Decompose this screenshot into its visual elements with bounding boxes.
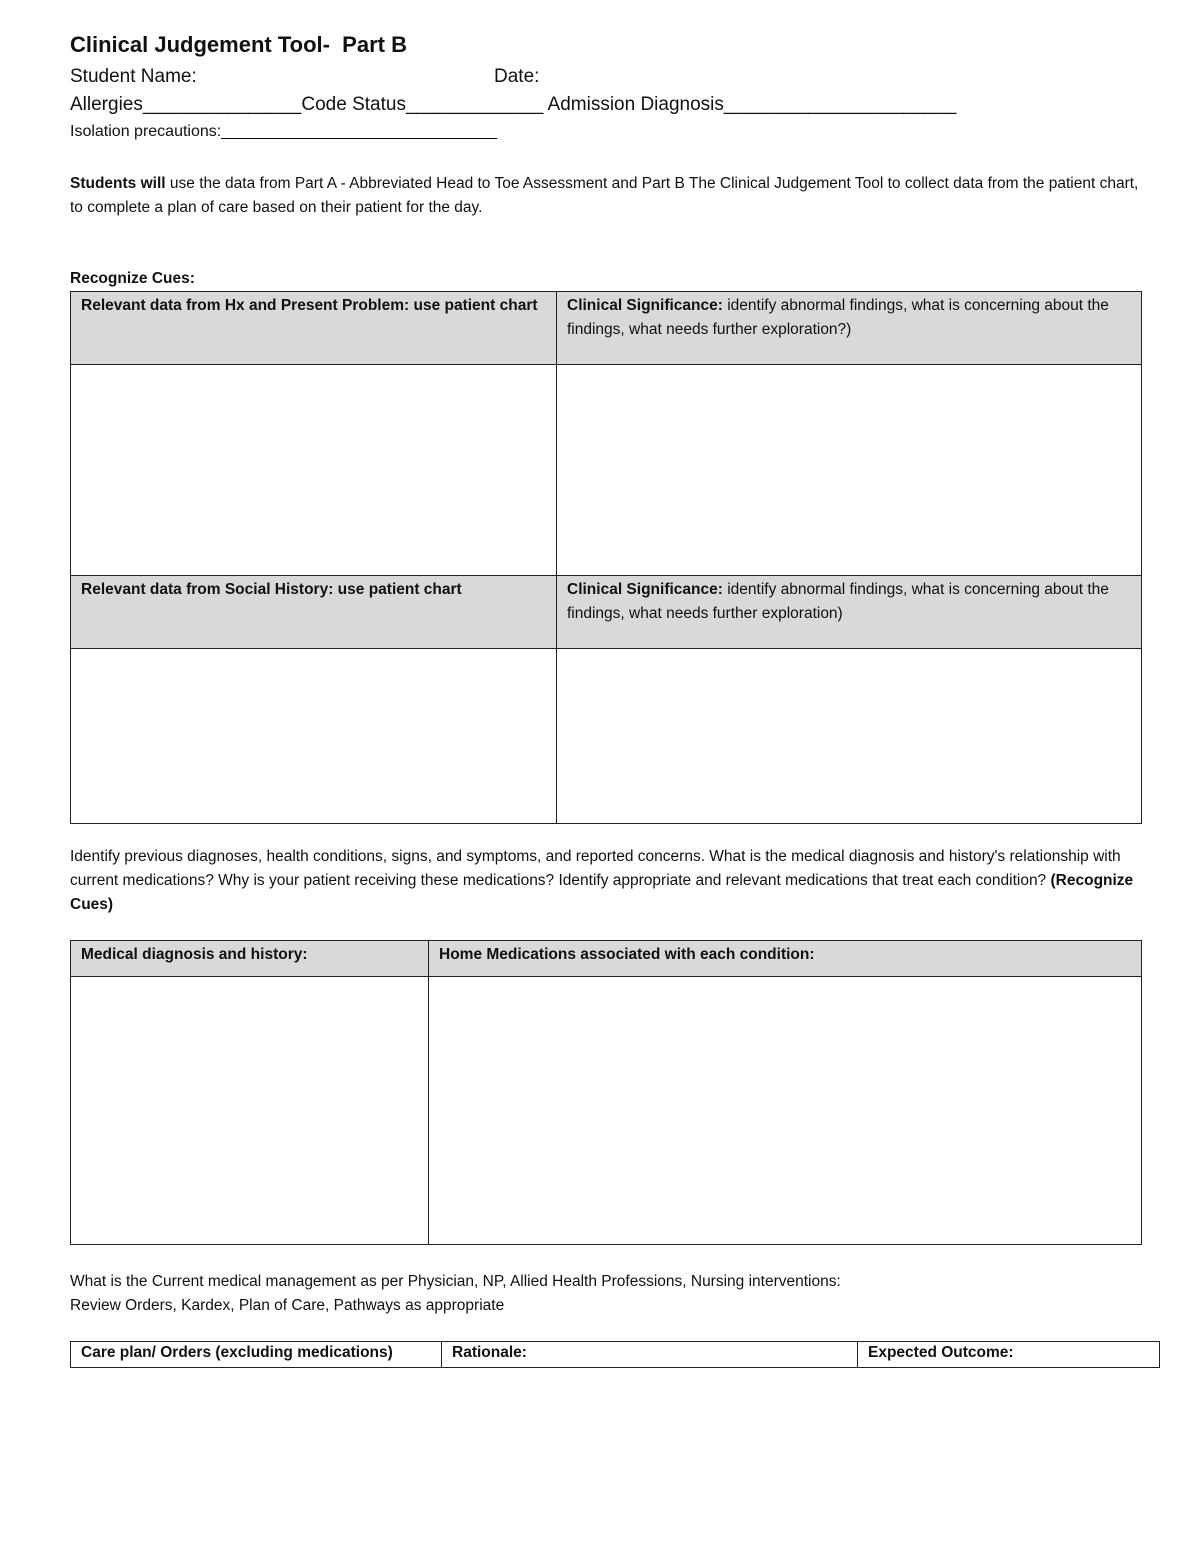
intro-bold: Students will bbox=[70, 175, 166, 192]
diagnosis-text: Identify previous diagnoses, health conditions, signs, and symptoms, and reported concerns. What is the medical diagnosis and history's relationship with current medications? Why is your patient receiving these medications? Identify appropriate and relevant medications that treat each condition? bbox=[70, 848, 1121, 889]
medical-diagnosis-header: Medical diagnosis and history: bbox=[71, 941, 429, 977]
medical-diagnosis-entry[interactable] bbox=[71, 977, 429, 1245]
clinical-significance-entry-1[interactable] bbox=[557, 365, 1142, 576]
expected-outcome-header: Expected Outcome: bbox=[858, 1342, 1160, 1368]
student-name-field: Student Name: bbox=[70, 66, 197, 87]
diagnosis-paragraph bbox=[70, 845, 1140, 917]
clinical-significance-entry-2[interactable] bbox=[557, 649, 1142, 824]
admission-diagnosis-field: Admission Diagnosis______________________ bbox=[543, 94, 957, 115]
code-status-field: Code Status_____________ bbox=[301, 94, 544, 115]
management-line-2: Review Orders, Kardex, Plan of Care, Pathways as appropriate bbox=[70, 1297, 505, 1314]
social-history-entry[interactable] bbox=[71, 649, 557, 824]
management-line-1: What is the Current medical management as per Physician, NP, Allied Health Professions, Nursing interventions: bbox=[70, 1273, 841, 1290]
clinical-significance-header-1: Clinical Significance: identify abnormal findings, what is concerning about the findings, what needs further exploration?) bbox=[557, 292, 1142, 365]
management-paragraph bbox=[70, 1270, 1140, 1318]
recognize-cues-label: Recognize Cues: bbox=[70, 270, 195, 287]
home-medications-entry[interactable] bbox=[429, 977, 1142, 1245]
home-medications-header: Home Medications associated with each condition: bbox=[429, 941, 1142, 977]
allergies-code-admission-line bbox=[70, 94, 956, 116]
isolation-precautions-field: Isolation precautions:_______________________________ bbox=[70, 123, 498, 140]
social-history-header: Relevant data from Social History: use patient chart bbox=[71, 576, 557, 649]
care-plan-table bbox=[70, 1341, 1160, 1368]
document-title: Clinical Judgement Tool- Part B bbox=[70, 32, 407, 57]
allergies-field: Allergies_______________ bbox=[70, 94, 302, 115]
date-field: Date: bbox=[494, 66, 540, 87]
intro-text: use the data from Part A - Abbreviated Head to Toe Assessment and Part B The Clinical Judgement Tool to collect data from the patient chart, to complete a plan of care based on their patient for the day. bbox=[70, 175, 1139, 216]
rationale-header: Rationale: bbox=[442, 1342, 858, 1368]
hx-present-problem-header: Relevant data from Hx and Present Problem: use patient chart bbox=[71, 292, 557, 365]
intro-paragraph bbox=[70, 172, 1140, 220]
medications-table bbox=[70, 940, 1142, 1245]
care-plan-header: Care plan/ Orders (excluding medications) bbox=[71, 1342, 442, 1368]
clinical-significance-header-2: Clinical Significance: identify abnormal findings, what is concerning about the findings, what needs further exploration) bbox=[557, 576, 1142, 649]
recognize-cues-table bbox=[70, 291, 1142, 824]
hx-present-problem-entry[interactable] bbox=[71, 365, 557, 576]
diagnosis-bold: (Recognize Cues) bbox=[70, 872, 1134, 913]
